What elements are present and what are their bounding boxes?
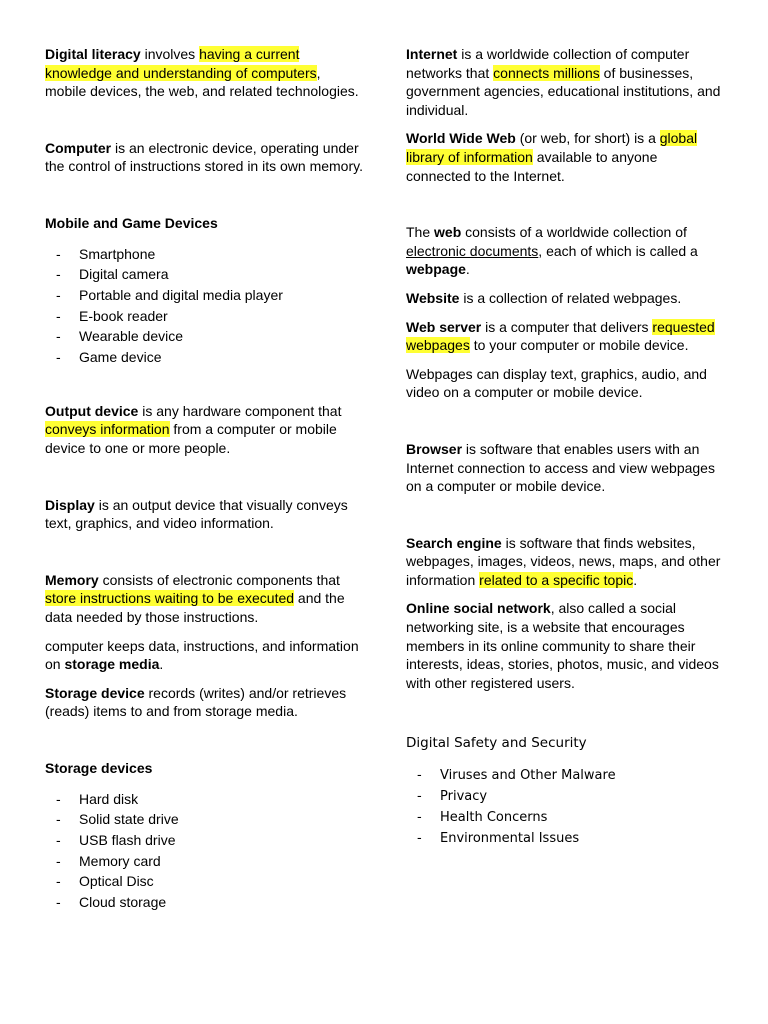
digital-safety-list [406, 765, 724, 849]
browser-definition: Browser is software that enables users with an Internet connection to access and view webpages on a computer or mobile device. [406, 440, 715, 495]
list-item: - Game device [45, 347, 363, 368]
display-definition: Display is an output device that visually conveys text, graphics, and video information. [45, 496, 348, 532]
output-device-definition: Output device is any hardware component that conveys information from a computer or mobile device to one or more people. [45, 402, 342, 456]
list-item: - Smartphone [45, 244, 363, 265]
memory-definition: Memory consists of electronic components that store instructions waiting to be executed and the data needed by those instructions. [45, 571, 345, 625]
computer-definition: Computer is an electronic device, operating under the control of instructions stored in its own memory. [45, 139, 363, 175]
web-definition: The web consists of a worldwide collection of electronic documents, each of which is called a webpage. [406, 224, 698, 278]
list-item: - Cloud storage [45, 892, 363, 913]
storage-devices-list [45, 789, 363, 913]
list-item: - USB flash drive [45, 830, 363, 851]
list-item: - Memory card [45, 851, 363, 872]
highlight: related to a specific topic [479, 571, 634, 588]
mobile-devices-list [45, 244, 363, 368]
list-item: - Privacy [406, 786, 724, 807]
social-network-definition: Online social network, also called a social networking site, is a website that encourages members in its online community to share their interests, ideas, stories, photos, music, and videos with other registered users. [406, 600, 719, 691]
highlight: conveys information [45, 421, 170, 438]
storage-devices-heading: Storage devices [45, 759, 153, 776]
www-definition: World Wide Web (or web, for short) is a global library of information available to anyone connected to the Internet. [406, 130, 698, 184]
list-item: - Optical Disc [45, 871, 363, 892]
list-item: - Solid state drive [45, 809, 363, 830]
internet-definition: Internet is a worldwide collection of computer networks that connects millions of businesses, government agencies, educational institutions, and individual. [406, 46, 721, 118]
highlight: requested webpages [406, 318, 715, 354]
list-item: - Hard disk [45, 789, 363, 810]
web-server-definition: Web server is a computer that delivers requested webpages to your computer or mobile device. [406, 318, 715, 354]
list-item: - Digital camera [45, 264, 363, 285]
digital-literacy-definition: Digital literacy involves having a current knowledge and understanding of computers, mobile devices, the web, and related technologies. [45, 46, 359, 100]
search-engine-definition: Search engine is software that finds websites, webpages, images, videos, news, maps, and other information related to a specific topic. [406, 534, 721, 588]
highlight: having a current knowledge and understanding of computers [45, 46, 317, 81]
website-definition: Website is a collection of related webpages. [406, 289, 682, 306]
list-item: - Viruses and Other Malware [406, 765, 724, 786]
list-item: - Health Concerns [406, 807, 724, 828]
highlight: global library of information [406, 130, 698, 165]
storage-device-definition: Storage device records (writes) and/or retrieves (reads) items to and from storage media. [45, 684, 347, 720]
mobile-devices-heading: Mobile and Game Devices [45, 214, 218, 231]
underlined-term: electronic documents [406, 242, 539, 259]
storage-media-sentence: computer keeps data, instructions, and information on storage media. [45, 637, 359, 673]
list-item: - Environmental Issues [406, 828, 724, 849]
highlight: connects millions [493, 64, 600, 81]
list-item: - E-book reader [45, 306, 363, 327]
digital-safety-heading: Digital Safety and Security [406, 735, 587, 752]
highlight: store instructions waiting to be executed [45, 590, 295, 607]
webpages-sentence: Webpages can display text, graphics, audio, and video on a computer or mobile device. [406, 365, 707, 401]
list-item: - Portable and digital media player [45, 285, 363, 306]
right-column [406, 45, 724, 849]
list-item: - Wearable device [45, 326, 363, 347]
left-column [45, 45, 363, 913]
